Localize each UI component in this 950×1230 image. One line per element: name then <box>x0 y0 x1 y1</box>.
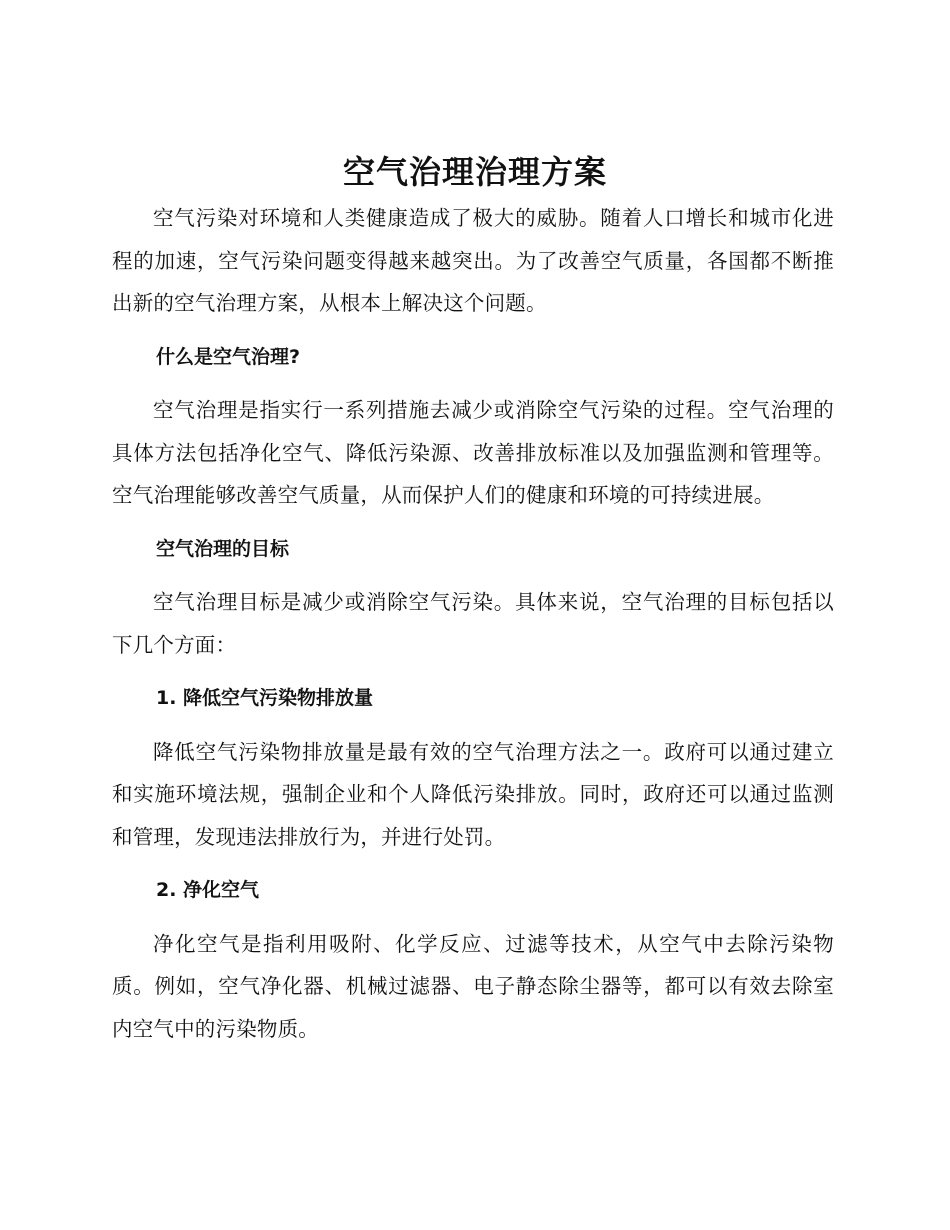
section-heading-purify-air: 2. 净化空气 <box>156 879 260 901</box>
page-title: 空气治理治理方案 <box>342 153 607 191</box>
section-heading-what-is: 什么是空气治理? <box>156 345 301 368</box>
section-body-purify-air: 净化空气是指利用吸附、化学反应、过滤等技术，从空气中去除污染物质。例如，空气净化器、机械过滤器、电子静态除尘器等，都可以有效去除室内空气中的污染物质。 <box>112 931 834 1041</box>
section-body-what-is: 空气治理是指实行一系列措施去减少或消除空气污染的过程。空气治理的具体方法包括净化空气、降低污染源、改善排放标准以及加强监测和管理等。空气治理能够改善空气质量，从而保护人们的健康和环境的可持续进展。 <box>112 398 834 507</box>
section-body-goals: 空气治理目标是减少或消除空气污染。具体来说，空气治理的目标包括以下几个方面： <box>112 590 834 657</box>
document-body <box>112 197 834 1050</box>
intro-paragraph: 空气污染对环境和人类健康造成了极大的威胁。随着人口增长和城市化进程的加速，空气污染问题变得越来越突出。为了改善空气质量，各国都不断推出新的空气治理方案，从根本上解决这个问题。 <box>112 206 834 315</box>
section-heading-reduce-emissions: 1. 降低空气污染物排放量 <box>156 687 374 709</box>
section-body-reduce-emissions: 降低空气污染物排放量是最有效的空气治理方法之一。政府可以通过建立和实施环境法规，强制企业和个人降低污染排放。同时，政府还可以通过监测和管理，发现违法排放行为，并进行处罚。 <box>112 739 834 849</box>
section-heading-goals: 空气治理的目标 <box>156 537 290 560</box>
